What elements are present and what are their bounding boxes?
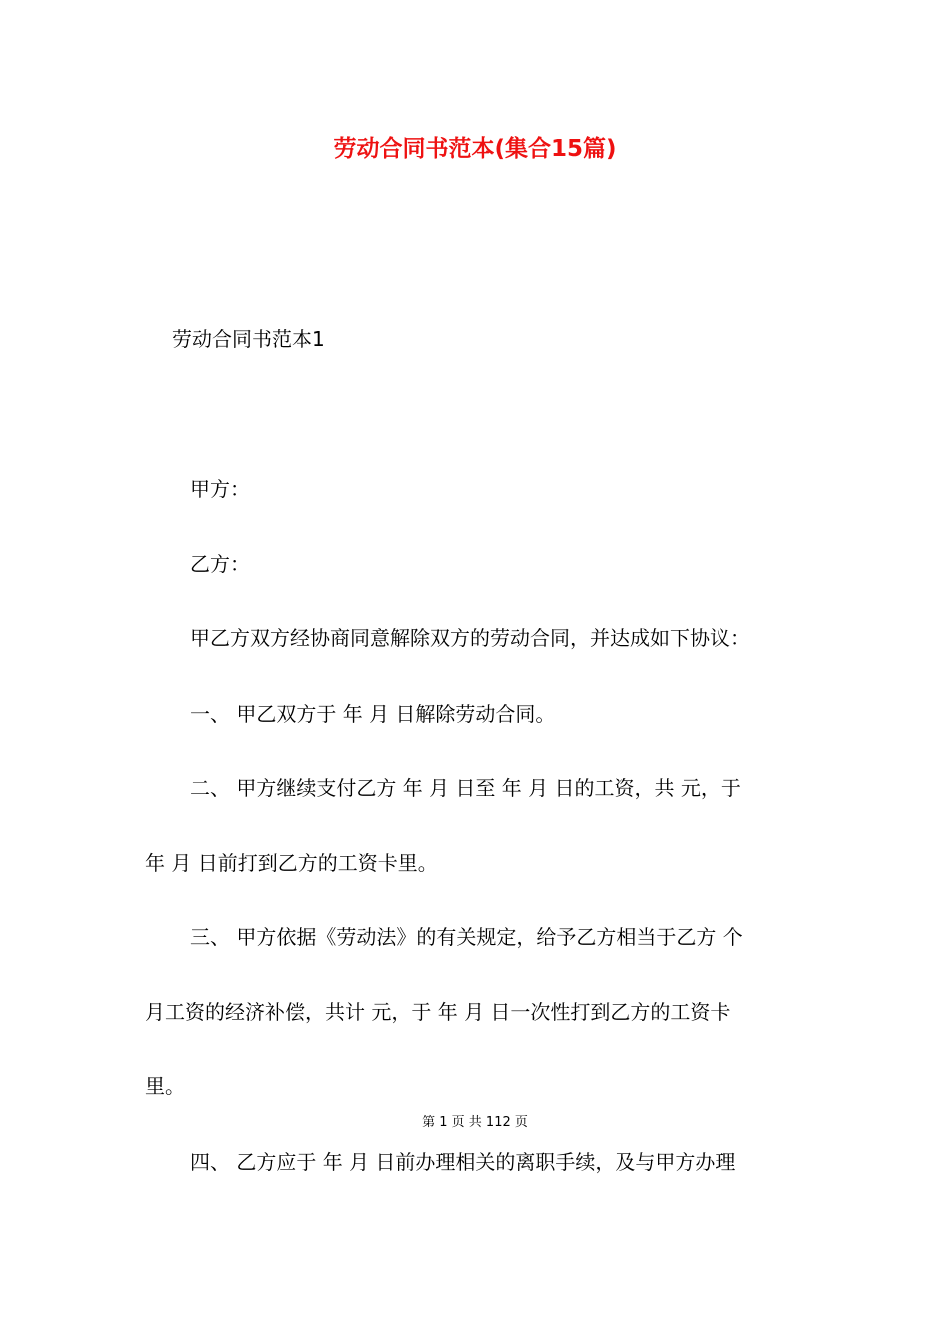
- clause-1: 一、 甲乙双方于 年 月 日解除劳动合同。: [190, 702, 556, 726]
- clause-3-line-1: 三、 甲方依据《劳动法》的有关规定，给予乙方相当于乙方 个: [190, 925, 743, 949]
- agreement-intro: 甲乙方双方经协商同意解除双方的劳动合同，并达成如下协议：: [190, 626, 750, 650]
- clause-4-line-1: 四、 乙方应于 年 月 日前办理相关的离职手续，及与甲方办理: [190, 1150, 736, 1174]
- clause-3-line-3: 里。: [145, 1074, 185, 1098]
- party-b-line: 乙方：: [190, 552, 250, 576]
- clause-2-line-2: 年 月 日前打到乙方的工资卡里。: [145, 851, 438, 875]
- clause-3-line-2: 月工资的经济补偿，共计 元，于 年 月 日一次性打到乙方的工资卡: [145, 1000, 731, 1024]
- clause-2-line-1: 二、 甲方继续支付乙方 年 月 日至 年 月 日的工资，共 元，于: [190, 776, 741, 800]
- party-a-line: 甲方：: [190, 477, 250, 501]
- page-footer: 第 1 页 共 112 页: [422, 1115, 528, 1130]
- document-title: 劳动合同书范本(集合15篇): [333, 136, 617, 162]
- section-heading: 劳动合同书范本1: [172, 327, 325, 351]
